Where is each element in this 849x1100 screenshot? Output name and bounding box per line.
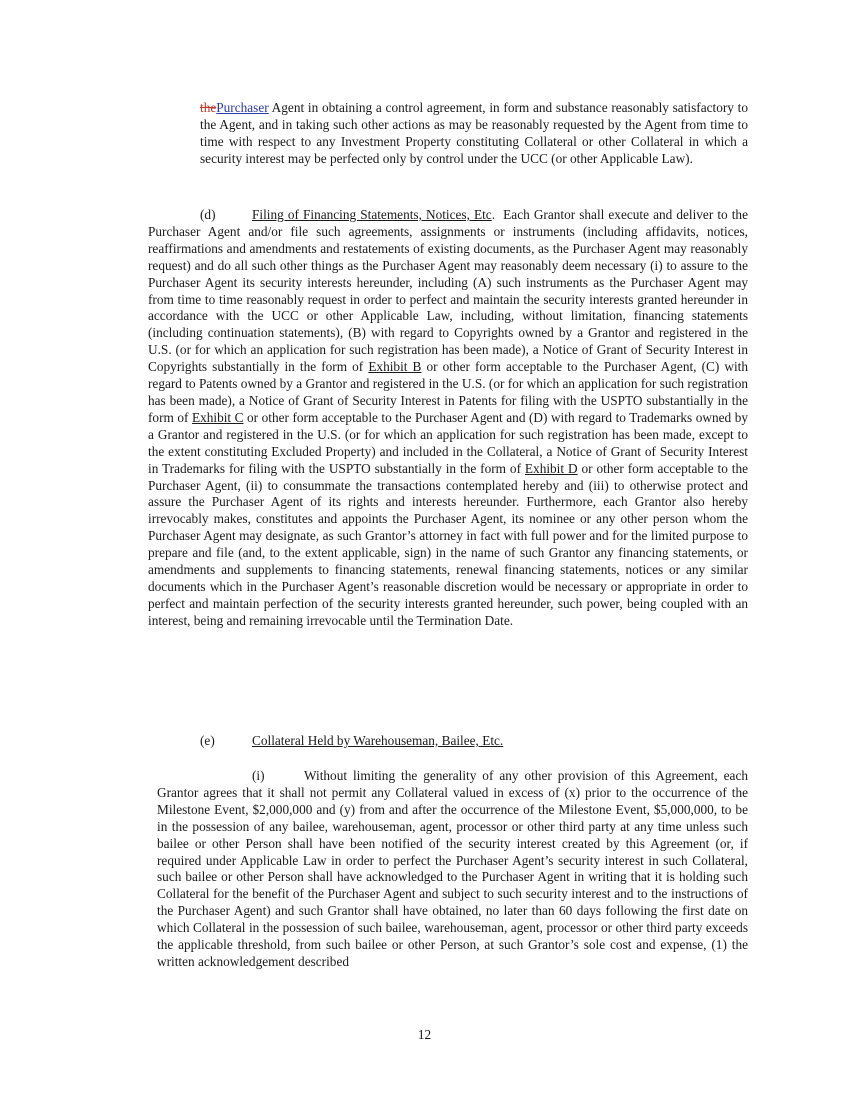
section-heading: Filing of Financing Statements, Notices, Etc [252, 207, 492, 222]
page-number: 12 [417, 1027, 432, 1042]
section-heading: Collateral Held by Warehouseman, Bailee, Etc. [252, 733, 504, 748]
section-text: or other form acceptable to the Purchaser Agent, (ii) to consummate the transactions contemplated hereby and (iii) to otherwise protect and assure the Purchaser Agent of its rights and interests hereunder. Furthermore, each Grantor also hereby irrevocably makes, constitutes and appoints the Purchaser Agent, its nominee or any other person whom the Purchaser Agent may designate, as such Grantor’s attorney in fact with full power and for the limited purpose to prepare and file (and, to the extent applicable, sign) in the name of such Grantor any financing statements, or amendments and supplements to financing statements, renewal financing statements, notices or any similar documents which in the Purchaser Agent’s reasonable discretion would be necessary or appropriate in order to perfect and maintain perfection of the security interests granted hereunder, such power, being coupled with an interest, being and remaining irrevocable until the Termination Date. [148, 460, 749, 628]
exhibit-d-reference: Exhibit D [524, 460, 578, 476]
section-text: Each Grantor shall execute and deliver to the Purchaser Agent and/or file such agreements, assignments or instruments (including affidavits, notices, reaffirmations and amendments and restatements of existing documents, as the Purchaser Agent may reasonably request) and do all such other things as the Purchaser Agent may reasonably deem necessary (i) to assure to the Purchaser Agent its security interests hereunder, including (A) such instruments as the Purchaser Agent may from time to time reasonably request in order to perfect and maintain the security interests granted hereunder in accordance with the UCC or other Applicable Law, including, without limitation, financing statements (including continuation statements), (B) with regard to Copyrights owned by a Grantor and registered in the U.S. (or for which an application for such registration has been made), a Notice of Grant of Security Interest in Copyrights substantially in the form of [148, 207, 748, 375]
continuation-paragraph [200, 100, 748, 168]
section-number: (d) [200, 207, 216, 222]
subsection-number: (i) [252, 768, 265, 783]
section-text: or other form acceptable to the Purchaser Agent, (C) with regard to Patents owned by a Grantor and registered in the U.S. (or for which an application for such registration has been made), a Notice of Grant of Security Interest in Patents for filing with the USPTO substantially in the form of [148, 359, 749, 425]
inserted-text: Purchaser [216, 100, 269, 115]
deleted-text: the [200, 100, 217, 115]
exhibit-c-reference: Exhibit C [191, 409, 244, 425]
heading-end: . [491, 207, 504, 222]
exhibit-b-reference: Exhibit B [368, 359, 422, 375]
section-d-paragraph [148, 207, 748, 630]
subsection-i-paragraph [157, 768, 748, 971]
paragraph-body: Agent in obtaining a control agreement, in form and substance reasonably satisfactory to the Agent, and in taking such other actions as may be reasonably requested by the Agent from time to time with respect to any Investment Property constituting Collateral or other Collateral in which a security interest may be perfected only by control under the UCC (or other Applicable Law). [200, 100, 748, 166]
section-text: or other form acceptable to the Purchaser Agent and (D) with regard to Trademarks owned by a Grantor and registered in the U.S. (or for which an application for such registration has been made, except to the extent constituting Excluded Property) and included in the Collateral, a Notice of Grant of Security Interest in Trademarks for filing with the USPTO substantially in the form of [148, 409, 749, 476]
section-number: (e) [200, 733, 215, 748]
subsection-text: Without limiting the generality of any other provision of this Agreement, each Grantor agrees that it shall not permit any Collateral valued in excess of (x) prior to the occurrence of the Milestone Event, $2,000,000 and (y) from and after the occurrence of the Milestone Event, $5,000,000, to be in the possession of any bailee, warehouseman, agent, processor or other third party at any time unless such bailee or other Person shall have been notified of the security interest created by this Agreement (or, if required under Applicable Law in order to perfect the Purchaser Agent’s security interest in such Collateral, such bailee or other Person shall have acknowledged to the Purchaser Agent in writing that it is holding such Collateral for the benefit of the Purchaser Agent and subject to such security interest and to the instructions of the Purchaser Agent) and such Grantor shall have obtained, no later than 60 days following the first date on which Collateral in the possession of such bailee, warehouseman, agent, processor or other third party exceeds the applicable threshold, from such bailee or other Person, at such Grantor’s sole cost and expense, (1) the written acknowledgement described [157, 768, 748, 969]
section-e-heading [200, 733, 748, 750]
